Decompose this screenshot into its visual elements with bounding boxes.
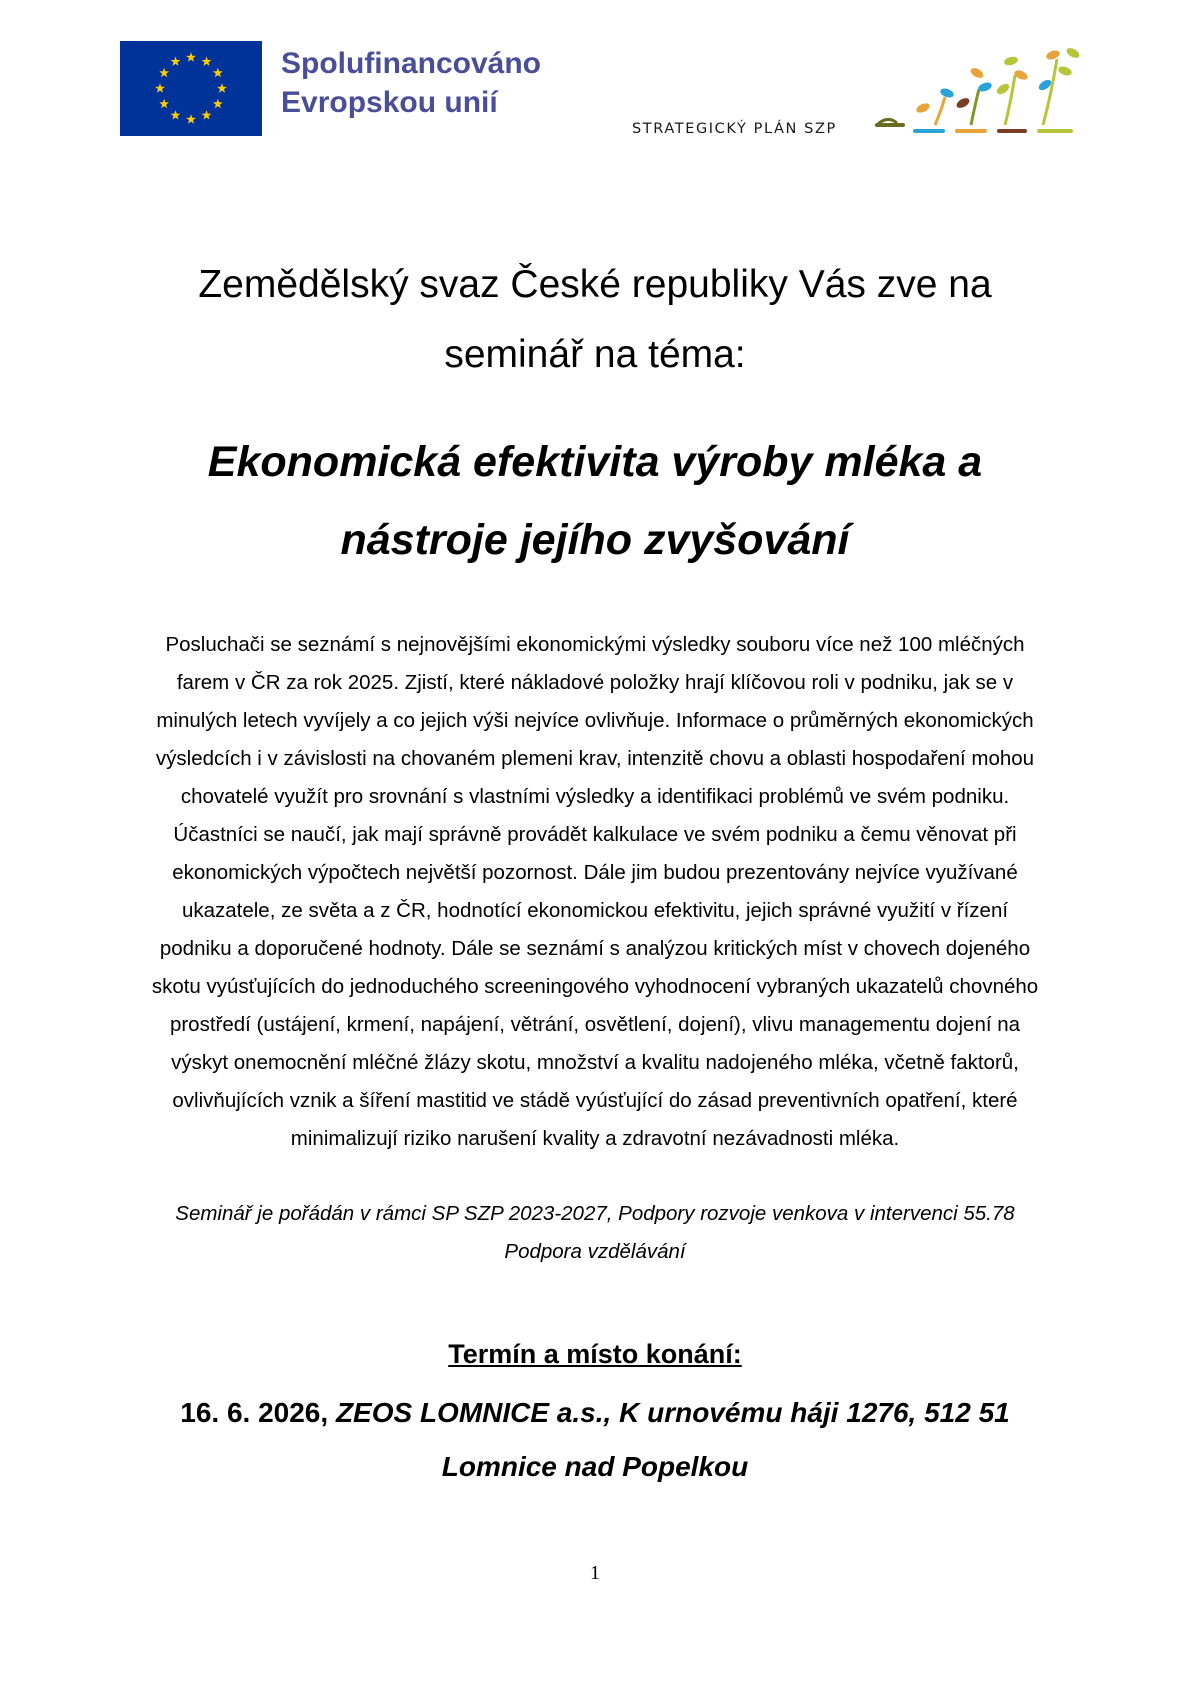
funding-note [0,1195,1190,1271]
description-line: ekonomických výpočtech největší pozornost. Dále jim budou prezentovány nejvíce využívané [172,861,1018,884]
description-line: prostředí (ustájení, krmení, napájení, větrání, osvětlení, dojení), vlivu managementu dojení na [169,1013,1021,1036]
event-place-town: Lomnice nad Popelkou [441,1451,749,1482]
eu-star-icon [155,83,165,92]
szp-logo-label: STRATEGICKÝ PLÁN SZP [632,121,837,137]
title-line: nástroje jejího zvyšování [340,516,850,564]
eu-star-icon [202,110,212,119]
venue-heading: Termín a místo konání: [448,1339,742,1369]
intro-line: seminář na téma: [444,333,746,376]
eu-cofinancing-label [281,44,541,122]
description-line: Účastníci se naučí, jak mají správně provádět kalkulace ve svém podniku a čemu věnovat při [173,823,1017,846]
funding-note-line: Seminář je pořádán v rámci SP SZP 2023-2027, Podpory rozvoje venkova v intervenci 55.78 [175,1202,1015,1225]
description-line: chovatelé využít pro srovnání s vlastními výsledky a identifikaci problémů ve svém podniku. [180,785,1010,808]
eu-star-icon [186,52,196,61]
description-line: výsledcích i v závislosti na chovaném plemeni krav, intenzitě chovu a oblasti hospodaření mohou [155,747,1035,770]
eu-star-icon [171,110,181,119]
description-line: podniku a doporučené hodnoty. Dále se seznámí s analýzou kritických míst v chovech dojeného [159,937,1031,960]
event-date: 16. 6. 2026, [180,1397,329,1428]
description-line: minimalizují riziko narušení kvality a zdravotní nezávadnosti mléka. [290,1127,900,1150]
eu-star-icon [159,68,169,77]
eu-star-icon [217,83,227,92]
title-line: Ekonomická efektivita výroby mléka a [207,438,983,486]
description-line: skotu vyúsťujících do jednoduchého screeningového vyhodnocení vybraných ukazatelů chovného [151,975,1039,998]
description-line: výskyt onemocnění mléčné žlázy skotu, množství a kvalitu nadojeného mléka, včetně faktorů, [171,1051,1019,1074]
eu-star-icon [213,68,223,77]
description-line: ukazatele, ze světa a z ČR, hodnotící ekonomickou efektivitu, jejich správné využití v řízení [181,899,1009,922]
funding-note-line: Podpora vzdělávání [504,1240,686,1263]
eu-flag-icon [120,41,262,136]
eu-star-icon [186,114,196,123]
invitation-intro [0,250,1190,390]
description-line: minulých letech vyvíjely a co jejich výši nejvíce ovlivňuje. Informace o průměrných ekonomických [156,709,1034,732]
eu-star-icon [159,99,169,108]
eu-star-icon [213,99,223,108]
seminar-title [0,423,1190,579]
strategicky-plan-szp-logo-icon [875,45,1090,145]
eu-label-line-2: Evropskou unií [281,86,498,119]
description-line: ovlivňujících vznik a šíření mastitid ve stádě vyúsťující do zásad preventivních opatření, které [172,1089,1018,1112]
event-date-venue [0,1386,1190,1494]
intro-line: Zemědělský svaz České republiky Vás zve na [198,263,992,306]
seminar-description [0,626,1190,1158]
venue-line-1 [0,1386,1190,1440]
eu-star-icon [171,56,181,65]
eu-star-icon [202,56,212,65]
page-number: 1 [590,1562,600,1584]
description-line: farem v ČR za rok 2025. Zjistí, které nákladové položky hrají klíčovou roli v podniku, jak se v [176,671,1014,694]
eu-label-line-1: Spolufinancováno [281,47,542,80]
event-place: ZEOS LOMNICE a.s., K urnovému háji 1276, 512 51 [335,1397,1010,1428]
description-line: Posluchači se seznámí s nejnovějšími ekonomickými výsledky souboru více než 100 mléčných [165,633,1025,656]
